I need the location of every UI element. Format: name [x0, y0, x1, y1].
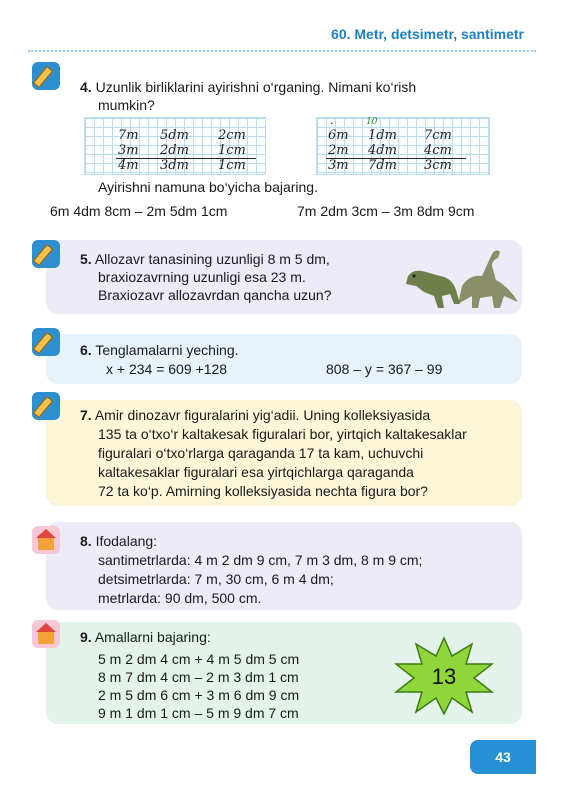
starburst-badge	[394, 636, 494, 716]
example-left-row1-cm: 2cm	[218, 128, 246, 143]
task5-text-line2: braxiozavrning uzunligi esa 23 m.	[98, 269, 306, 285]
task8-line-m: metrlarda: 90 dm, 500 cm.	[98, 590, 262, 606]
task9-expression-4: 9 m 1 dm 1 cm – 5 m 9 dm 7 cm	[98, 705, 299, 721]
task7-text-line1	[80, 406, 430, 424]
example-right-row2-cm: 4cm	[424, 143, 452, 158]
task5-text-line1	[80, 250, 330, 268]
homework-house-icon	[32, 620, 60, 648]
task8-number: 8.	[80, 533, 92, 549]
header-divider	[28, 50, 536, 52]
homework-house-icon	[32, 526, 60, 554]
task6-title: Tenglamalarni yeching.	[95, 342, 239, 358]
task4-text-line1	[80, 78, 416, 96]
task9-expression-2: 8 m 7 dm 4 cm – 2 m 3 dm 1 cm	[98, 669, 299, 685]
example-left-row3-cm: 1cm	[218, 158, 246, 173]
task4-number: 4.	[80, 79, 92, 95]
task4-exercise-right: 7m 2dm 3cm – 3m 8dm 9cm	[297, 203, 475, 219]
example-right-row2-dm: 4dm	[368, 143, 397, 158]
example-right-row3-dm: 7dm	[368, 158, 397, 173]
task4-text-line2: mumkin?	[98, 97, 155, 113]
example-right-row1-dm: 1dm	[368, 128, 397, 143]
task5-sentence: Allozavr tanasining uzunligi 8 m 5 dm,	[94, 251, 330, 267]
task7-number: 7.	[80, 407, 92, 423]
example-left-row2-m: 3m	[118, 143, 139, 158]
example-right-borrow-ten: 10	[366, 117, 378, 127]
task8-title: Ifodalang:	[95, 533, 158, 549]
task7-text-line3: figuralari o‘txo‘rlarga qaraganda 17 ta kam, uchuvchi	[98, 445, 424, 461]
task9-expression-3: 2 m 5 dm 6 cm + 3 m 6 dm 9 cm	[98, 687, 300, 703]
pencil-icon	[32, 328, 60, 356]
section-title: 60. Metr, detsimetr, santimetr	[331, 26, 524, 42]
example-left-row3-m: 4m	[118, 158, 139, 173]
example-left-row2-cm: 1cm	[218, 143, 246, 158]
page-number: 43	[470, 740, 536, 774]
pencil-icon	[32, 240, 60, 268]
example-right-borrow-dot: .	[330, 114, 334, 127]
task7-text-line5: 72 ta ko‘p. Amirning kolleksiyasida nechta figura bor?	[98, 483, 428, 499]
task4-exercise-left: 6m 4dm 8cm – 2m 5dm 1cm	[50, 203, 228, 219]
task5-text-line3: Braxiozavr allozavrdan qancha uzun?	[98, 287, 332, 303]
example-right-row2-m: 2m	[328, 143, 349, 158]
task7-sentence: Amir dinozavr figuralarini yig‘adii. Uning kolleksiyasida	[94, 407, 431, 423]
task9-title: Amallarni bajaring:	[94, 629, 211, 645]
example-right-row3-cm: 3cm	[424, 158, 452, 173]
task9-number: 9.	[80, 629, 92, 645]
house-roof	[36, 529, 56, 538]
task9-text-line1	[80, 628, 211, 646]
task4-instruction: Ayirishni namuna bo‘yicha bajaring.	[98, 179, 318, 195]
task8-line-cm: santimetrlarda: 4 m 2 dm 9 cm, 7 m 3 dm, 8 m 9 cm;	[98, 552, 423, 568]
starburst-number: 13	[431, 664, 457, 689]
task9-expression-1: 5 m 2 dm 4 cm + 4 m 5 dm 5 cm	[98, 651, 300, 667]
task6-number: 6.	[80, 342, 92, 358]
task4-question: Uzunlik birliklarini ayirishni o‘rganing. Nimani ko‘rish	[95, 79, 417, 95]
task8-text-line1	[80, 532, 157, 550]
house-wall	[38, 538, 54, 550]
task6-equation-2: 808 – y = 367 – 99	[326, 361, 443, 377]
task8-line-dm: detsimetrlarda: 7 m, 30 cm, 6 m 4 dm;	[98, 571, 334, 587]
house-wall	[38, 632, 54, 644]
example-left-row1-m: 7m	[118, 128, 139, 143]
example-right-row1-m: 6m	[328, 128, 349, 143]
task7-text-line4: kaltakesaklar figuralari esa yirtqichlarga qaraganda	[98, 464, 414, 480]
task6-text-line1	[80, 341, 239, 359]
example-right-row1-cm: 7cm	[424, 128, 452, 143]
task7-text-line2: 135 ta o‘txo‘r kaltakesak figuralari bor, yirtqich kaltakesaklar	[98, 426, 467, 442]
house-roof	[36, 623, 56, 632]
dinosaurs-illustration	[400, 246, 520, 312]
example-left-row2-dm: 2dm	[160, 143, 189, 158]
task5-number: 5.	[80, 251, 92, 267]
task6-equation-1: x + 234 = 609 +128	[106, 361, 228, 377]
pencil-icon	[32, 62, 60, 90]
pencil-icon	[32, 392, 60, 420]
example-left-row1-dm: 5dm	[160, 128, 189, 143]
example-right-row3-m: 3m	[328, 158, 349, 173]
example-left-row3-dm: 3dm	[160, 158, 189, 173]
